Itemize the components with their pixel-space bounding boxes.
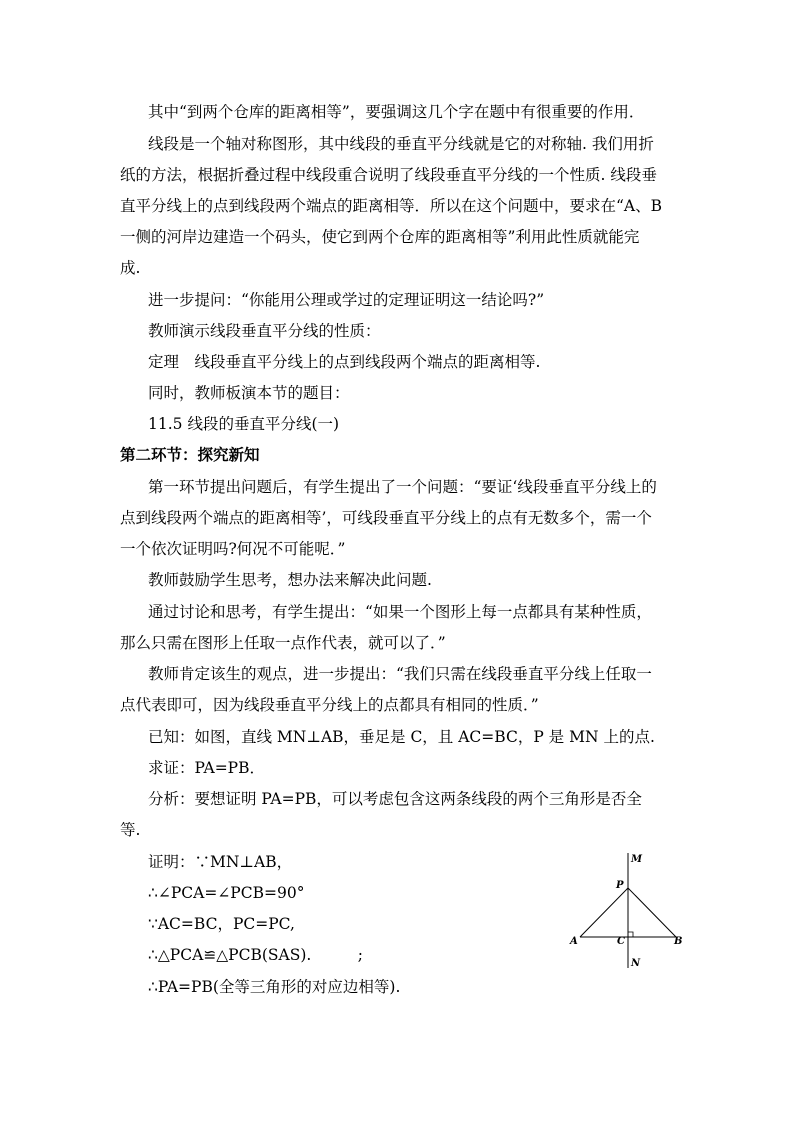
text-line: 一侧的河岸边建造一个码头，使它到两个仓库的距离相等”利用此性质就能完 <box>120 228 640 246</box>
text-line: 成. <box>120 259 141 277</box>
text-line: 教师演示线段垂直平分线的性质： <box>148 322 381 340</box>
text-line: 点代表即可，因为线段垂直平分线上的点都具有相同的性质．” <box>120 696 539 714</box>
label-m: M <box>631 854 643 865</box>
text-line: 进一步提问：“你能用公理或学过的定理证明这一结论吗?” <box>148 291 545 309</box>
section-heading: 第二环节：探究新知 <box>120 445 260 464</box>
text-line: 纸的方法，根据折叠过程中线段重合说明了线段垂直平分线的一个性质. 线段垂 <box>120 166 657 184</box>
label-b: B <box>674 936 683 947</box>
right-angle-mark <box>628 932 633 937</box>
text-line: 等. <box>120 821 141 839</box>
proof-line: ∴△PCA≌△PCB(SAS). ; <box>148 946 364 964</box>
text-line: 已知：如图，直线 MN⊥AB，垂足是 C，且 AC=BC，P 是 MN 上的点. <box>148 728 655 746</box>
text-line: 点到线段两个端点的距离相等’，可线段垂直平分线上的点有无数多个，需一个 <box>120 509 652 527</box>
section-heading-number: 11.5 线段的垂直平分线(一) <box>148 415 340 433</box>
text-line: 定理 线段垂直平分线上的点到线段两个端点的距离相等. <box>148 353 541 371</box>
text-line: 求证：PA=PB． <box>148 759 266 777</box>
text-line: 教师肯定该生的观点，进一步提出：“我们只需在线段垂直平分线上任取一 <box>148 665 652 683</box>
text-line: 教师鼓励学生思考，想办法来解决此问题. <box>148 571 432 589</box>
text-line: 线段是一个轴对称图形，其中线段的垂直平分线就是它的对称轴. 我们用折 <box>148 135 654 153</box>
label-a: A <box>570 936 578 947</box>
proof-line: ∴∠PCA=∠PCB=90° <box>148 884 305 902</box>
proof-line: ∴PA=PB(全等三角形的对应边相等). <box>148 978 401 996</box>
segment-pb <box>628 888 676 937</box>
label-c: C <box>617 936 625 947</box>
label-n: N <box>631 958 641 969</box>
label-p: P <box>616 880 624 891</box>
text-line: 那么只需在图形上任取一点作代表，就可以了．” <box>120 634 446 652</box>
text-line: 同时，教师板演本节的题目： <box>148 384 350 402</box>
proof-line: 证明：∵MN⊥AB， <box>148 853 293 871</box>
text-line: 一个依次证明吗?何况不可能呢．” <box>120 540 346 558</box>
text-line: 分析：要想证明 PA=PB，可以考虑包含这两条线段的两个三角形是否全 <box>148 790 642 808</box>
text-line: 直平分线上的点到线段两个端点的距离相等．所以在这个问题中，要求在“A、B <box>120 197 663 215</box>
geometry-figure <box>560 848 690 973</box>
text-line: 第一环节提出问题后，有学生提出了一个问题：“要证‘线段垂直平分线上的 <box>148 478 657 496</box>
segment-pa <box>580 888 628 937</box>
text-line: 其中“到两个仓库的距离相等”，要强调这几个字在题中有很重要的作用． <box>148 103 645 121</box>
proof-line: ∵AC=BC，PC=PC, <box>148 915 295 933</box>
text-line: 通过讨论和思考，有学生提出：“如果一个图形上每一点都具有某种性质， <box>148 603 652 621</box>
